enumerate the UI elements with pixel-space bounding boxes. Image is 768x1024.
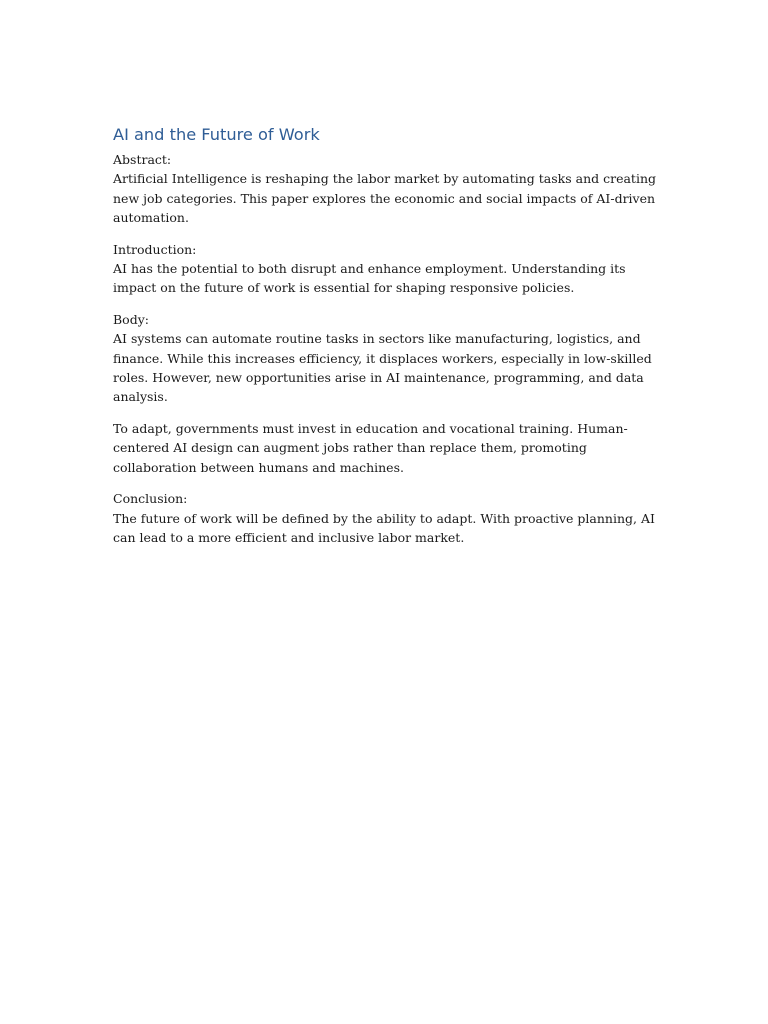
section-body-continued	[113, 419, 658, 477]
document-title: AI and the Future of Work	[113, 125, 320, 144]
section-introduction	[113, 240, 658, 298]
section-conclusion	[113, 489, 658, 547]
section-paragraph: Artificial Intelligence is reshaping the labor market by automating tasks and creating new job categories. This paper explores the economic and social impacts of AI-driven automation.	[113, 171, 656, 225]
section-paragraph: To adapt, governments must invest in education and vocational training. Human-centered AI design can augment jobs rather than replace them, promoting collaboration between humans and machines.	[113, 421, 628, 475]
section-heading: Introduction:	[113, 241, 197, 257]
section-abstract	[113, 150, 658, 227]
section-paragraph: The future of work will be defined by the ability to adapt. With proactive planning, AI can lead to a more efficient and inclusive labor market.	[113, 510, 655, 546]
section-heading: Abstract:	[113, 152, 172, 167]
section-body	[113, 310, 658, 406]
section-heading: Conclusion:	[113, 491, 188, 507]
section-paragraph: AI has the potential to both disrupt and enhance employment. Understanding its impact on the future of work is essential for shaping responsive policies.	[113, 260, 626, 296]
document-body	[113, 124, 658, 560]
section-paragraph: AI systems can automate routine tasks in sectors like manufacturing, logistics, and finance. While this increases efficiency, it displaces workers, especially in low-skilled roles. However, new opportunities arise in AI maintenance, programming, and data analysis.	[113, 331, 652, 405]
section-heading: Body:	[113, 312, 149, 328]
